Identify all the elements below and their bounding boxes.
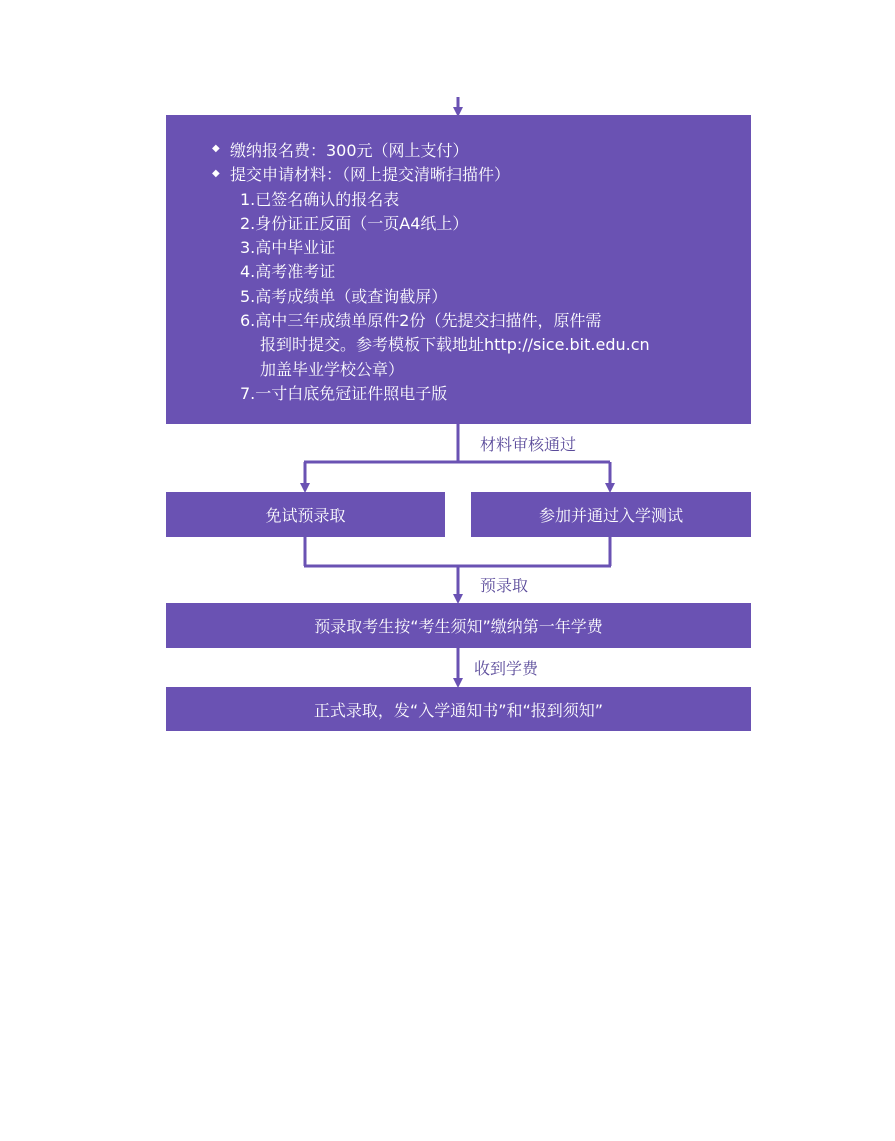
pay-tuition-box: 预录取考生按“考生须知”缴纳第一年学费 <box>166 603 751 648</box>
bullet-materials: ◆ 提交申请材料：（网上提交清晰扫描件） <box>212 163 751 187</box>
material-item: 7.一寸白底免冠证件照电子版 <box>240 383 448 403</box>
material-item: 4.高考准考证 <box>240 262 336 282</box>
diamond-bullet-icon: ◆ <box>212 143 220 155</box>
material-item: 2.身份证正反面（一页A4纸上） <box>240 213 469 233</box>
requirements-box <box>166 115 751 424</box>
material-item-continued: 加盖毕业学校公章） <box>260 359 405 379</box>
label-pre-admitted: 预录取 <box>480 576 529 595</box>
branch-box-test: 参加并通过入学测试 <box>471 492 751 537</box>
label-fee-received: 收到学费 <box>474 659 539 678</box>
material-item: 3.高中毕业证 <box>240 238 336 258</box>
diamond-bullet-icon: ◆ <box>212 167 220 179</box>
material-item: 1.已签名确认的报名表 <box>240 189 400 209</box>
material-item: 5.高考成绩单（或查询截屏） <box>240 286 448 306</box>
label-review-passed: 材料审核通过 <box>480 435 577 454</box>
branch-box-exempt: 免试预录取 <box>166 492 445 537</box>
material-item-continued: 报到时提交。参考模板下载地址http://sice.bit.edu.cn <box>260 335 650 355</box>
final-admission-box: 正式录取，发“入学通知书”和“报到须知” <box>166 687 751 731</box>
material-item: 6.高中三年成绩单原件2份（先提交扫描件，原件需 <box>240 311 602 331</box>
bullet-fee: ◆ 缴纳报名费：300元（网上支付） <box>212 139 751 163</box>
